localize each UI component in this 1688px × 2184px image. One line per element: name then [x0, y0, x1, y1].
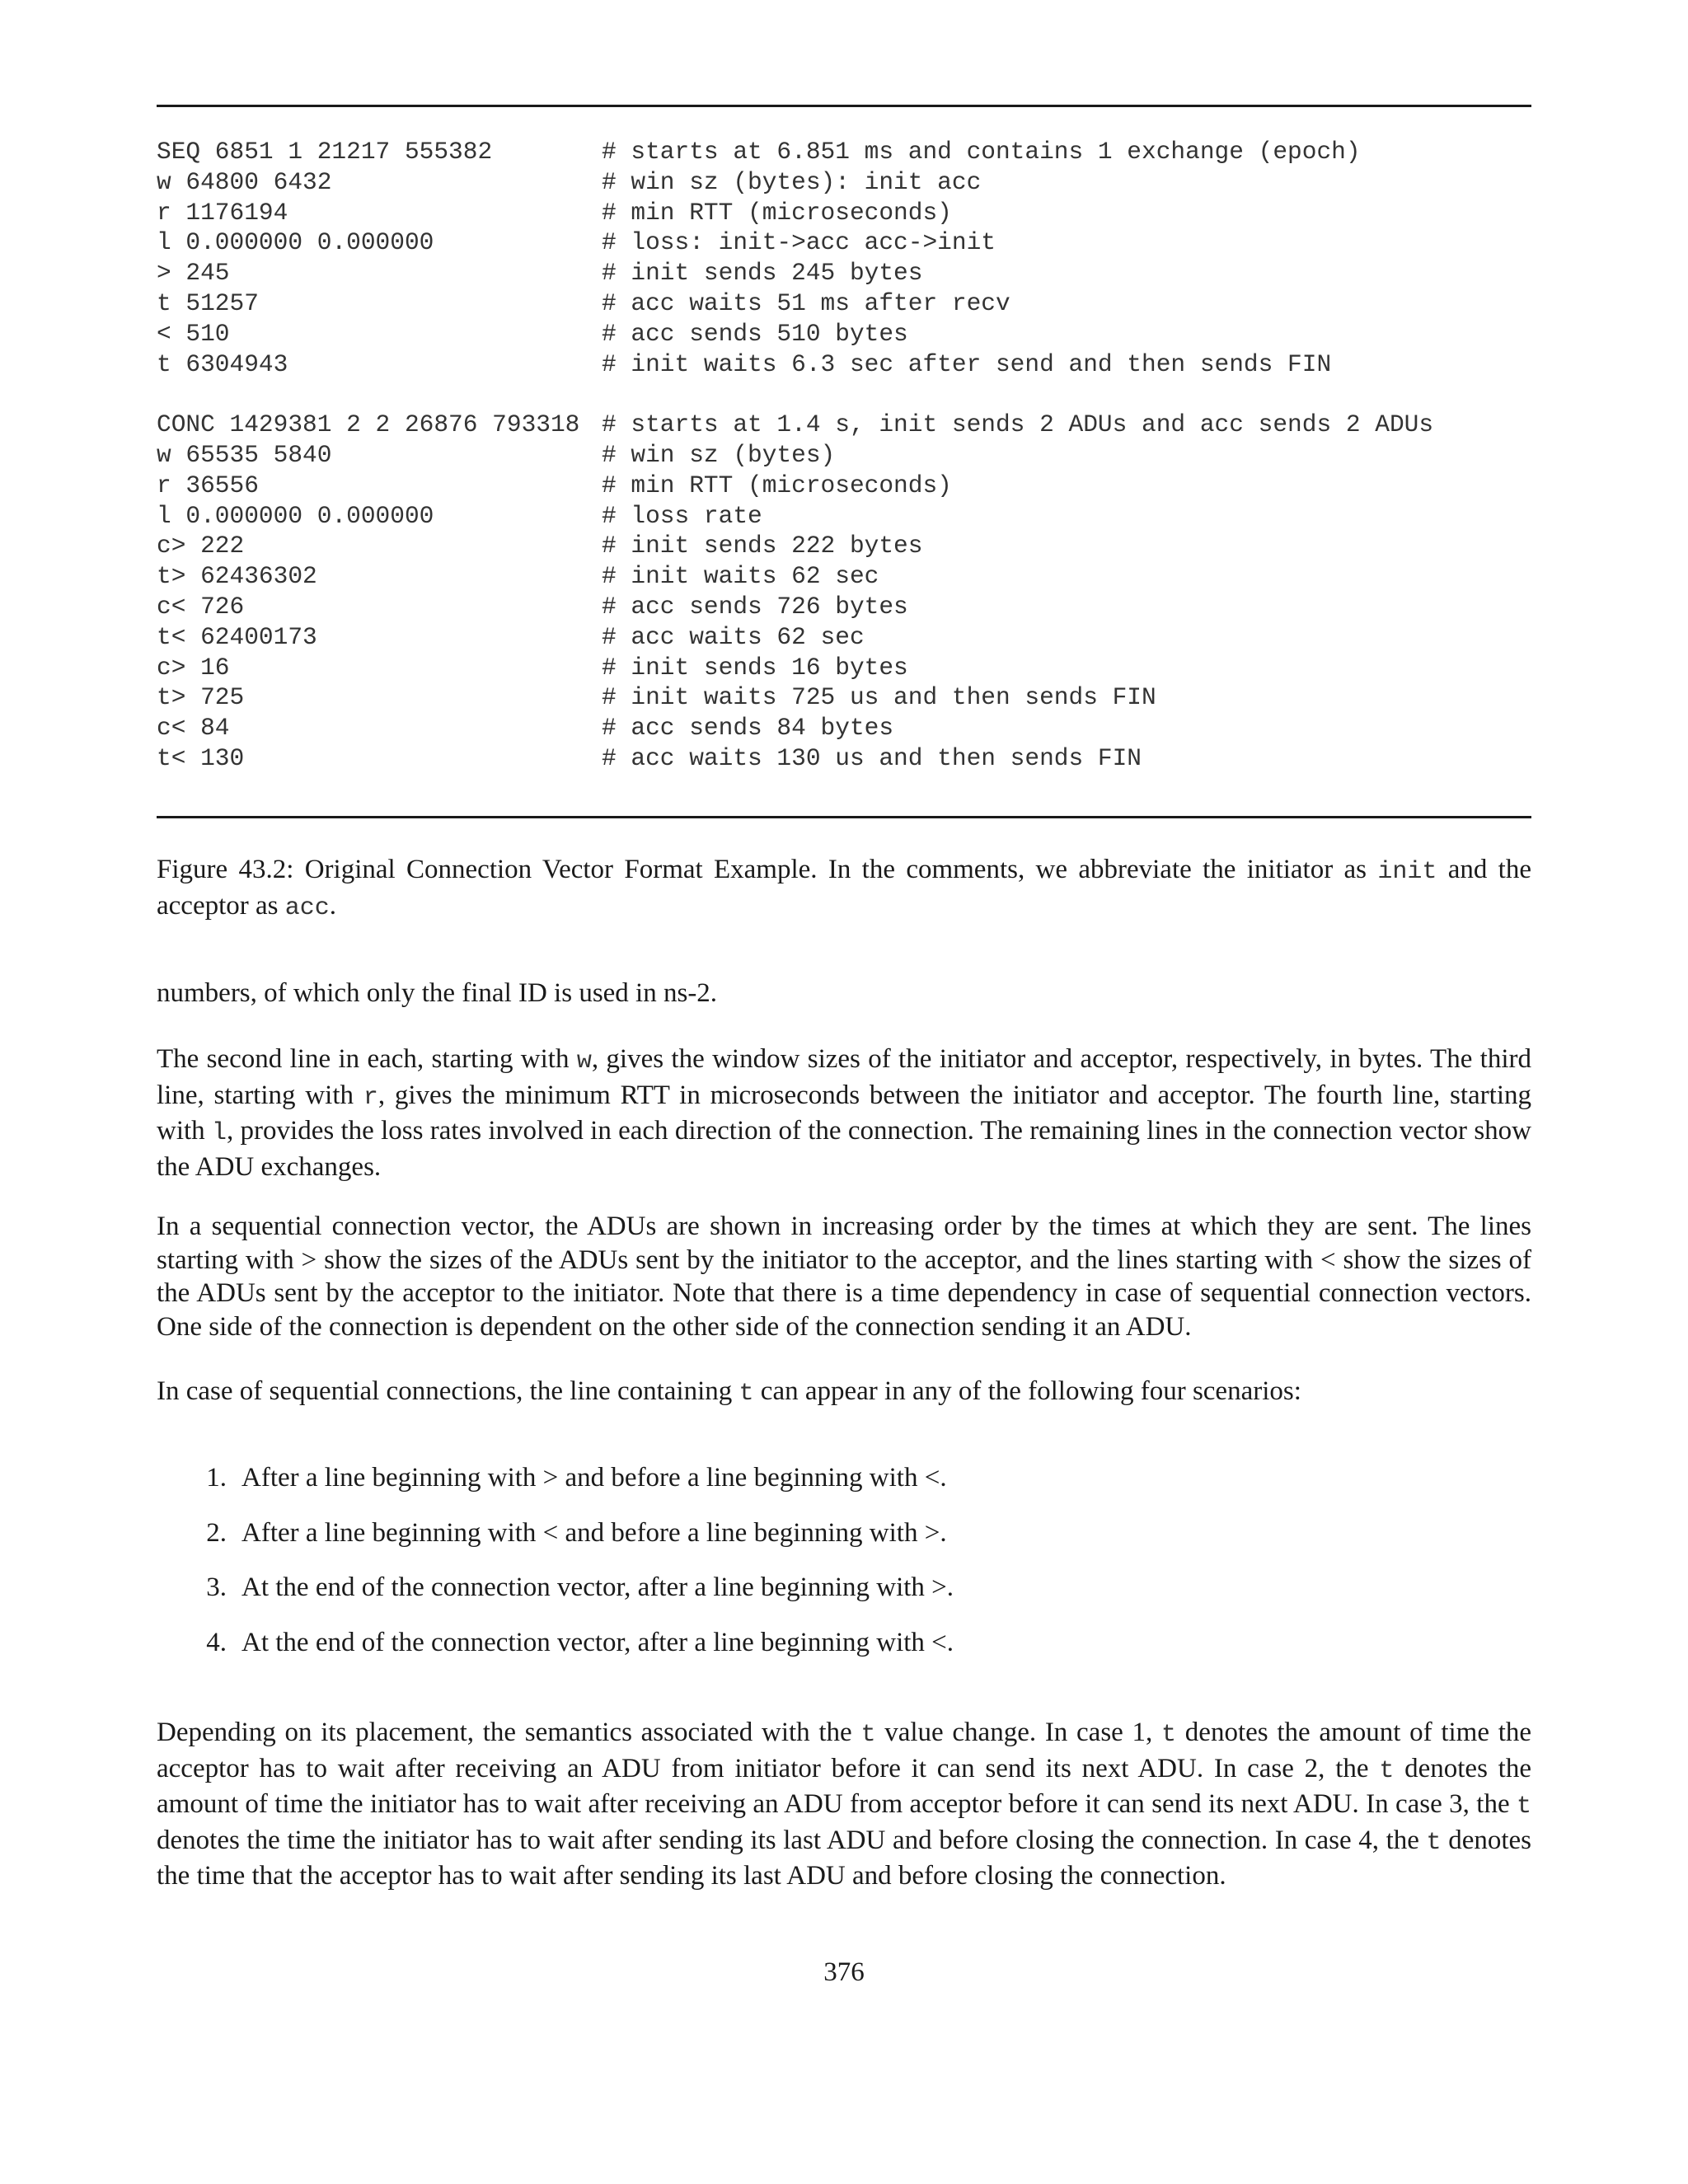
code-line [157, 319, 1531, 349]
inline-code: t [860, 1721, 876, 1749]
code-comment: # acc waits 62 sec [602, 622, 865, 651]
code-line [157, 137, 1531, 167]
code-comment: # acc waits 51 ms after recv [602, 288, 1010, 317]
caption-text: and the acceptor as [157, 855, 1531, 921]
list-text: After a line beginning with > and before a line beginning with <. [241, 1463, 947, 1493]
code-line [157, 653, 1531, 683]
code-line [157, 167, 1531, 198]
code-comment: # acc sends 726 bytes [602, 592, 908, 621]
paragraph-text: can appear in any of the following four scenarios: [753, 1376, 1301, 1406]
code-command: > 245 [157, 259, 230, 288]
code-command: c< 726 [157, 592, 245, 621]
code-command: t> 725 [157, 683, 245, 712]
caption-text: . [329, 891, 337, 921]
code-line [157, 501, 1531, 532]
code-command: CONC 1429381 2 2 26876 793318 [157, 410, 580, 439]
list-number: 2. [206, 1517, 227, 1548]
paragraph-t-semantics [157, 1716, 1531, 1893]
code-comment: # init waits 725 us and then sends FIN [602, 683, 1156, 712]
code-command: SEQ 6851 1 21217 555382 [157, 138, 493, 166]
code-comment: # starts at 1.4 s, init sends 2 ADUs and acc sends 2 ADUs [602, 410, 1434, 439]
code-command: t 51257 [157, 288, 259, 317]
caption-code-acc: acc [284, 894, 330, 922]
code-command: t< 62400173 [157, 622, 317, 651]
paragraph-text: denotes the time that the acceptor has to wait after sending its last ADU and before closing the connection. [157, 1825, 1531, 1891]
list-text: At the end of the connection vector, after a line beginning with >. [241, 1572, 954, 1602]
list-text: At the end of the connection vector, after a line beginning with <. [241, 1627, 954, 1657]
paragraph-text: The second line in each, starting with [157, 1044, 577, 1074]
paragraph-text: value change. In case 1, [875, 1718, 1162, 1747]
code-line [157, 622, 1531, 653]
figure-caption [157, 853, 1531, 926]
page-number: 376 [823, 1957, 865, 1987]
caption-code-init: init [1377, 858, 1437, 886]
paragraph-continuation: numbers, of which only the final ID is used in ns-2. [157, 978, 718, 1008]
scenario-list [157, 1461, 1531, 1680]
inline-code: t [1161, 1721, 1177, 1749]
code-command: c> 222 [157, 532, 245, 560]
code-line [157, 682, 1531, 713]
code-command: r 36556 [157, 471, 259, 499]
code-comment: # min RTT (microseconds) [602, 198, 952, 227]
code-line [157, 198, 1531, 228]
code-command: t 6304943 [157, 349, 288, 378]
code-line [157, 531, 1531, 561]
code-comment: # init waits 62 sec [602, 562, 879, 591]
paragraph-text: denotes the amount of time the acceptor has to wait after receiving an ADU from initiator before it can send its next ADU. In case 2, the [157, 1718, 1532, 1783]
paragraph-scenarios-intro [157, 1375, 1531, 1411]
code-comment: # win sz (bytes): init acc [602, 167, 982, 196]
figure-bottom-rule [157, 816, 1531, 818]
list-text: After a line beginning with < and before a line beginning with >. [241, 1517, 947, 1548]
code-line [157, 592, 1531, 622]
code-line [157, 561, 1531, 592]
list-number: 3. [206, 1572, 227, 1602]
code-command: < 510 [157, 319, 230, 348]
code-comment: # init sends 16 bytes [602, 653, 908, 682]
code-command: r 1176194 [157, 198, 288, 227]
code-command: l 0.000000 0.000000 [157, 501, 434, 530]
caption-text: Figure 43.2: Original Connection Vector Format Example. In the comments, we abbreviate the initiator as [157, 855, 1378, 884]
code-comment: # acc waits 130 us and then sends FIN [602, 743, 1142, 772]
code-command: l 0.000000 0.000000 [157, 228, 434, 257]
list-item [157, 1516, 1531, 1572]
paragraph-text: , gives the window sizes of the initiator and acceptor, respectively, in bytes. The third line, starting with [157, 1044, 1532, 1110]
code-line [157, 349, 1531, 380]
inline-code: t [1516, 1793, 1531, 1821]
code-command: c< 84 [157, 714, 230, 743]
list-item [157, 1626, 1531, 1681]
list-number: 4. [206, 1627, 227, 1657]
code-command: w 65535 5840 [157, 440, 332, 469]
code-comment: # acc sends 510 bytes [602, 319, 908, 348]
code-line [157, 258, 1531, 288]
code-comment: # init sends 245 bytes [602, 259, 923, 288]
paragraph-text: Depending on its placement, the semantics associated with the [157, 1718, 861, 1747]
code-block-spacer [157, 379, 1531, 410]
code-command: c> 16 [157, 653, 230, 682]
list-item [157, 1571, 1531, 1626]
code-comment: # init sends 222 bytes [602, 532, 923, 560]
connection-vector-code-block [157, 137, 1531, 774]
code-line [157, 410, 1531, 440]
paragraph-text: , provides the loss rates involved in each direction of the connection. The remaining lines in the connection vector show the ADU exchanges. [157, 1116, 1531, 1182]
inline-code: l [211, 1119, 227, 1147]
code-comment: # win sz (bytes) [602, 440, 836, 469]
inline-code: w [576, 1047, 592, 1076]
code-line [157, 288, 1531, 319]
paragraph-vector-lines [157, 1043, 1531, 1183]
inline-code: t [1426, 1828, 1442, 1857]
inline-code: r [363, 1083, 378, 1112]
code-command: w 64800 6432 [157, 167, 332, 196]
inline-code: t [1379, 1756, 1395, 1785]
list-number: 1. [206, 1463, 227, 1493]
code-command: t< 130 [157, 743, 245, 772]
code-comment: # acc sends 84 bytes [602, 714, 894, 743]
paragraph-text: In case of sequential connections, the line containing [157, 1376, 739, 1406]
code-comment: # starts at 6.851 ms and contains 1 exchange (epoch) [602, 138, 1361, 166]
paragraph-text: , gives the minimum RTT in microseconds between the initiator and acceptor. The fourth line, starting with [157, 1080, 1531, 1146]
code-line [157, 471, 1531, 501]
code-comment: # loss: init->acc acc->init [602, 228, 996, 257]
inline-code: t [738, 1380, 754, 1408]
code-line [157, 743, 1531, 774]
paragraph-text: denotes the time the initiator has to wait after sending its last ADU and before closing the connection. In case 4, the [157, 1825, 1427, 1855]
list-item [157, 1461, 1531, 1516]
paragraph-sequential-vector: In a sequential connection vector, the ADUs are shown in increasing order by the times at which they are sent. The lines starting with > show the sizes of the ADUs sent by the initiator to the acceptor, and the lines starting with < show the sizes of the ADUs sent by the acceptor to the initiator. Note that there is a time dependency in case of sequential connection vectors. One side of the connection is dependent on the other side of the connection sending it an ADU. [157, 1212, 1531, 1342]
paragraph-text: denotes the amount of time the initiator has to wait after receiving an ADU from acceptor before it can send its next ADU. In case 3, the [157, 1753, 1531, 1819]
code-comment: # loss rate [602, 501, 762, 530]
code-comment: # init waits 6.3 sec after send and then sends FIN [602, 349, 1332, 378]
code-line [157, 713, 1531, 743]
figure-top-rule [157, 105, 1531, 107]
code-line [157, 227, 1531, 258]
code-command: t> 62436302 [157, 562, 317, 591]
code-comment: # min RTT (microseconds) [602, 471, 952, 499]
code-line [157, 440, 1531, 471]
